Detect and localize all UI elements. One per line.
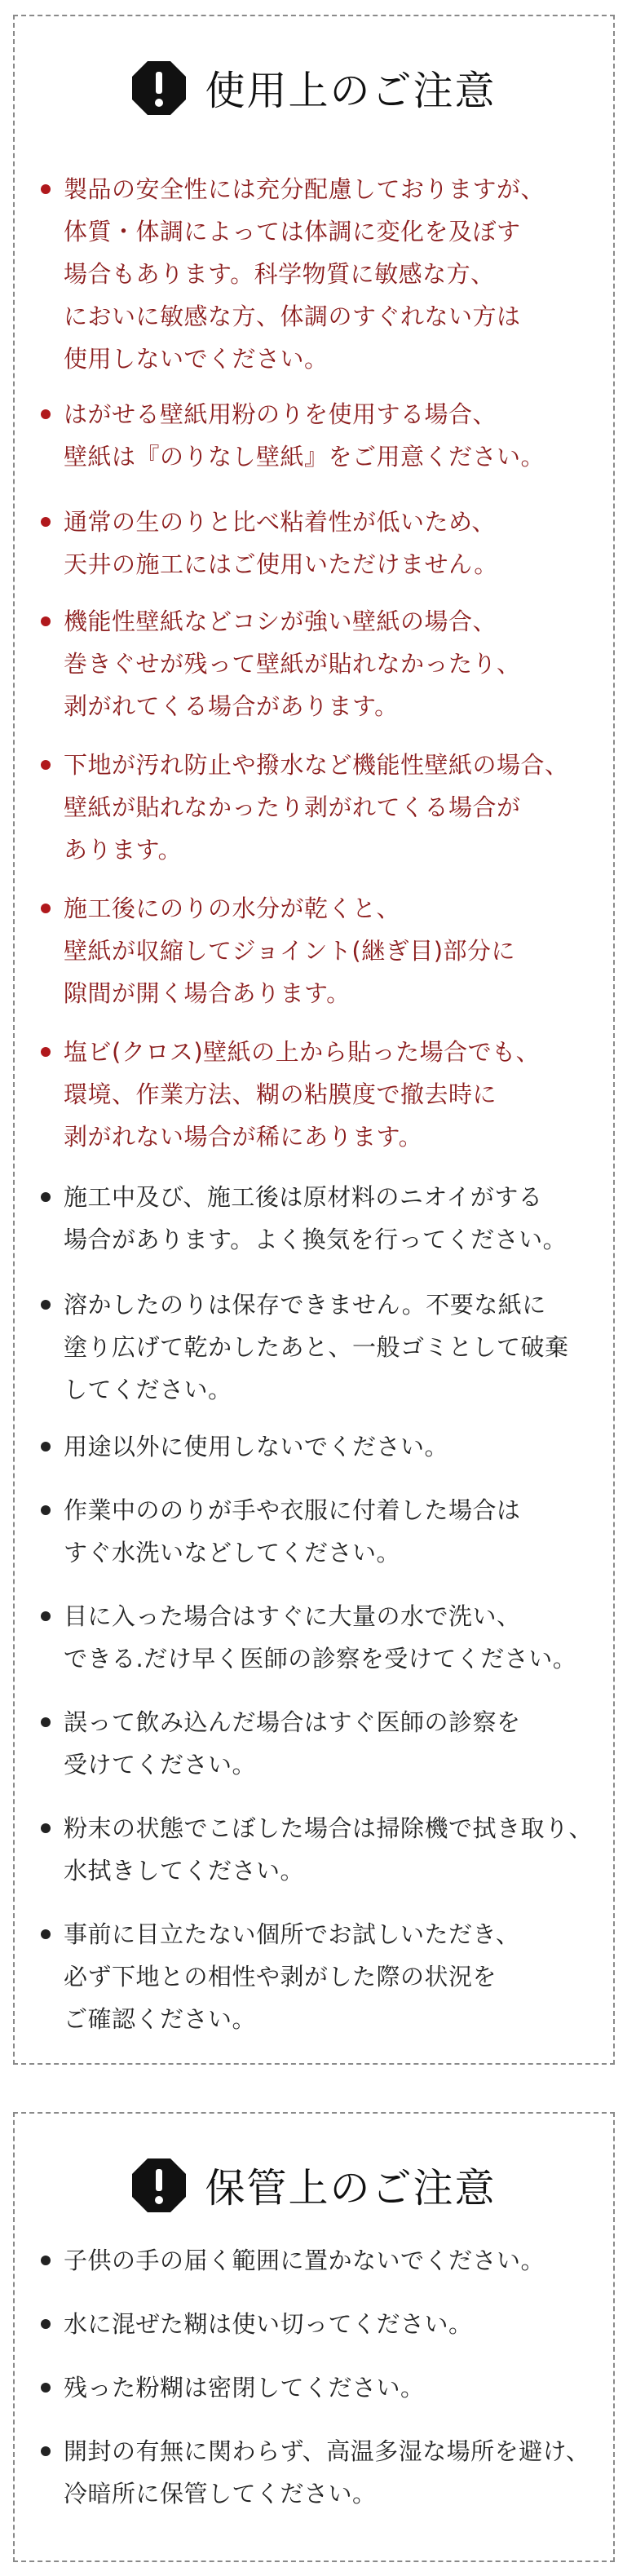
caution-text bbox=[64, 1913, 519, 2040]
caution-text-line: 天井の施工にはご使用いただけません。 bbox=[64, 550, 498, 578]
caution-text-line: 巻きぐせが残って壁紙が貼れなかったり、 bbox=[64, 650, 521, 678]
bullet-dot-icon bbox=[41, 184, 51, 194]
exclamation-octagon-icon bbox=[131, 2158, 187, 2213]
caution-text-line: 子供の手の届く範囲に置かないでください。 bbox=[64, 2247, 545, 2274]
caution-text-line: においに敏感な方、体調のすぐれない方は bbox=[64, 303, 521, 330]
bullet-dot-icon bbox=[41, 1717, 51, 1727]
caution-text-line: 剥がれない場合が稀にあります。 bbox=[64, 1123, 423, 1151]
caution-text-line: 受けてください。 bbox=[64, 1751, 257, 1778]
caution-text-line: 事前に目立たない個所でお試しいただき、 bbox=[64, 1920, 520, 1948]
bullet-dot-icon bbox=[41, 1047, 51, 1057]
caution-text-line: 水に混ぜた糊は使い切ってください。 bbox=[64, 2310, 473, 2338]
caution-text bbox=[64, 2430, 590, 2515]
caution-text-line: 剥がれてくる場合があります。 bbox=[64, 692, 399, 720]
bullet-dot-icon bbox=[41, 1505, 51, 1515]
caution-text bbox=[64, 501, 498, 585]
usage-caution-panel bbox=[13, 15, 615, 2065]
bullet-dot-icon bbox=[41, 1823, 51, 1833]
usage-caution-title: 使用上のご注意 bbox=[205, 68, 497, 114]
caution-text-line: 用途以外に使用しないでください。 bbox=[64, 1433, 449, 1460]
caution-text-line: 隙間が開く場合あります。 bbox=[64, 979, 351, 1007]
caution-text-line: 開封の有無に関わらず、高温多湿な場所を避け、 bbox=[64, 2437, 590, 2465]
caution-text-line: できる.だけ早く医師の診察を受けてください。 bbox=[64, 1645, 577, 1672]
caution-text-line: 施工中及び、施工後は原材料のニオイがする bbox=[64, 1183, 543, 1211]
caution-text-line: はがせる壁紙用粉のりを使用する場合、 bbox=[64, 400, 497, 428]
caution-text-line: 機能性壁紙などコシが強い壁紙の場合、 bbox=[64, 608, 497, 635]
bullet-dot-icon bbox=[41, 760, 51, 770]
caution-text-line: 壁紙は『のりなし壁紙』をご用意ください。 bbox=[64, 443, 545, 471]
bullet-dot-icon bbox=[41, 517, 51, 527]
bullet-dot-icon bbox=[41, 1929, 51, 1939]
caution-text-line: 誤って飲み込んだ場合はすぐ医師の診察を bbox=[64, 1708, 521, 1736]
exclamation-octagon-icon bbox=[131, 60, 187, 116]
bullet-dot-icon bbox=[41, 2446, 51, 2456]
caution-text-line: 場合があります。よく換気を行ってください。 bbox=[64, 1226, 568, 1253]
caution-text-line: 製品の安全性には充分配慮しておりますが、 bbox=[64, 175, 545, 203]
bullet-dot-icon bbox=[41, 2256, 51, 2265]
caution-text-line: 冷暗所に保管してください。 bbox=[64, 2480, 377, 2508]
caution-text-line: 施工後にのりの水分が乾くと、 bbox=[64, 895, 401, 922]
caution-text-line: 塗り広げて乾かしたあと、一般ゴミとして破棄 bbox=[64, 1333, 569, 1361]
usage-caution-heading bbox=[15, 49, 613, 127]
caution-text bbox=[64, 1031, 540, 1158]
storage-caution-panel bbox=[13, 2112, 615, 2562]
bullet-dot-icon bbox=[41, 409, 51, 419]
caution-text-line: 体質・体調によっては体調に変化を及ぼす bbox=[64, 218, 521, 245]
caution-text-line: 水拭きしてください。 bbox=[64, 1857, 305, 1885]
caution-text bbox=[64, 1425, 448, 1468]
caution-text-line: 必ず下地との相性や剥がした際の状況を bbox=[64, 1963, 497, 1991]
bullet-dot-icon bbox=[41, 2383, 51, 2393]
caution-text bbox=[64, 600, 521, 727]
caution-text bbox=[64, 2303, 473, 2345]
caution-text-line: 目に入った場合はすぐに大量の水で洗い、 bbox=[64, 1602, 521, 1630]
caution-text-line: 下地が汚れ防止や撥水など機能性壁紙の場合、 bbox=[64, 751, 569, 779]
caution-text bbox=[64, 1284, 569, 1411]
bullet-dot-icon bbox=[41, 1442, 51, 1451]
caution-text bbox=[64, 1595, 576, 1680]
caution-text-line: 溶かしたのりは保存できません。不要な紙に bbox=[64, 1291, 546, 1319]
caution-text bbox=[64, 2239, 545, 2282]
caution-text-line: 壁紙が貼れなかったり剥がれてくる場合が bbox=[64, 793, 521, 821]
storage-caution-heading bbox=[15, 2146, 613, 2225]
caution-text bbox=[64, 1489, 521, 1574]
caution-text-line: 壁紙が収縮してジョイント(継ぎ目)部分に bbox=[64, 937, 516, 965]
caution-text-line: 場合もあります。科学物質に敏感な方、 bbox=[64, 260, 495, 288]
caution-text bbox=[64, 2366, 425, 2409]
caution-text-line: 塩ビ(クロス)壁紙の上から貼った場合でも、 bbox=[64, 1038, 541, 1066]
caution-text bbox=[64, 1701, 521, 1786]
bullet-dot-icon bbox=[41, 1611, 51, 1621]
caution-text-line: ご確認ください。 bbox=[64, 2005, 257, 2033]
bullet-dot-icon bbox=[41, 1300, 51, 1310]
caution-text-line: 残った粉糊は密閉してください。 bbox=[64, 2374, 425, 2401]
storage-caution-title: 保管上のご注意 bbox=[205, 2165, 497, 2211]
caution-text-line: 使用しないでください。 bbox=[64, 345, 329, 373]
caution-text bbox=[64, 393, 545, 478]
caution-text-line: してください。 bbox=[64, 1376, 232, 1403]
bullet-dot-icon bbox=[41, 904, 51, 913]
caution-text-line: 作業中ののりが手や衣服に付着した場合は bbox=[64, 1496, 521, 1524]
caution-text bbox=[64, 887, 515, 1014]
caution-text bbox=[64, 1176, 567, 1261]
caution-text-line: あります。 bbox=[64, 836, 183, 864]
caution-text-line: すぐ水洗いなどしてください。 bbox=[64, 1539, 401, 1566]
caution-text-line: 通常の生のりと比べ粘着性が低いため、 bbox=[64, 508, 496, 536]
bullet-dot-icon bbox=[41, 616, 51, 626]
bullet-dot-icon bbox=[41, 2319, 51, 2329]
caution-text bbox=[64, 744, 569, 871]
caution-text bbox=[64, 1807, 593, 1892]
caution-text bbox=[64, 168, 545, 380]
caution-text-line: 粉末の状態でこぼした場合は掃除機で拭き取り、 bbox=[64, 1814, 594, 1842]
caution-text-line: 環境、作業方法、糊の粘膜度で撤去時に bbox=[64, 1080, 497, 1108]
bullet-dot-icon bbox=[41, 1192, 51, 1202]
